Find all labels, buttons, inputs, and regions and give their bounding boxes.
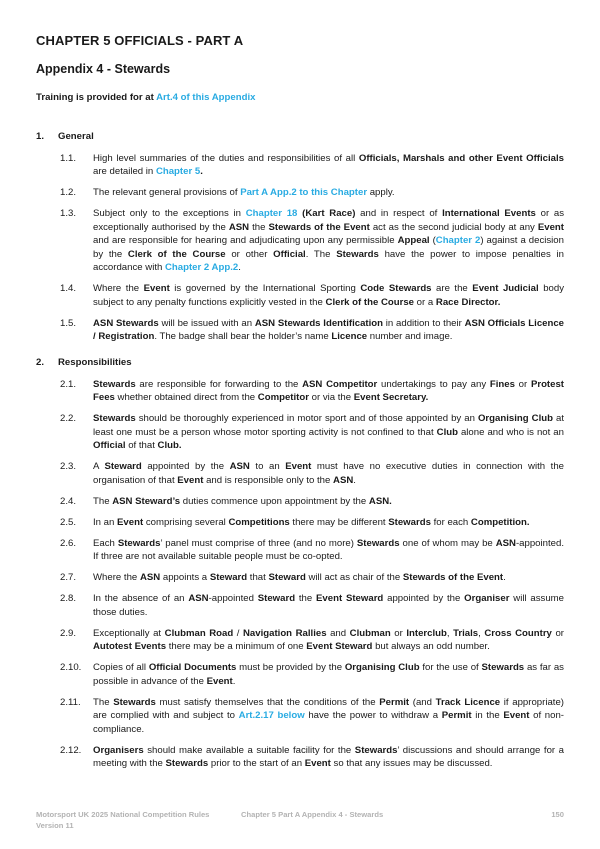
text-run: that bbox=[247, 572, 269, 583]
rule-number: 2.3. bbox=[60, 461, 77, 472]
text-run: have the power to impose penalties in accordance with bbox=[93, 248, 564, 273]
defined-term: ASN Stewards Identification bbox=[254, 317, 383, 329]
rule-text bbox=[93, 696, 564, 737]
defined-term: Official Documents bbox=[148, 662, 237, 673]
defined-term: Stewards bbox=[165, 758, 209, 769]
defined-term: Clubman bbox=[349, 627, 391, 639]
text-run: -appointed bbox=[208, 593, 258, 604]
rule-number: 2.12. bbox=[60, 744, 82, 756]
training-note bbox=[36, 92, 255, 103]
text-run: one of whom may be bbox=[399, 537, 496, 549]
defined-term: Steward bbox=[268, 572, 306, 583]
defined-term: Clubman Road bbox=[164, 627, 234, 639]
text-run: number and image. bbox=[367, 331, 453, 342]
defined-term: Stewards bbox=[354, 744, 398, 756]
text-run: ’ panel must comprise of three (and no more) bbox=[160, 537, 357, 549]
text-run: are responsible for forwarding to the bbox=[135, 378, 303, 390]
defined-term: Event bbox=[117, 516, 144, 528]
text-run: must be provided by the bbox=[236, 662, 345, 673]
text-run: have the power to withdraw a bbox=[304, 710, 442, 721]
text-run: . bbox=[353, 474, 356, 486]
defined-term: Officials, Marshals and other Event Officials bbox=[358, 152, 564, 164]
section-number: 1. bbox=[36, 131, 45, 142]
text-run: there may be different bbox=[289, 516, 389, 528]
defined-term: Race Director. bbox=[435, 296, 501, 308]
text-run: is governed by the International Sporting bbox=[169, 283, 361, 294]
text-run: . bbox=[238, 262, 241, 273]
defined-term: Trials bbox=[453, 627, 479, 639]
text-run: if appropriate) are complied with and subject to bbox=[93, 696, 564, 721]
defined-term: Steward bbox=[257, 593, 296, 604]
defined-term: Club bbox=[436, 426, 458, 438]
defined-term: Appeal bbox=[397, 235, 430, 246]
text-run: are detailed in bbox=[93, 166, 156, 177]
rule-item bbox=[60, 537, 564, 564]
defined-term: Organising Club bbox=[477, 413, 553, 424]
text-run: or other bbox=[225, 248, 274, 260]
rule-text bbox=[93, 207, 564, 275]
rule-number: 2.7. bbox=[60, 572, 77, 583]
text-run: for each bbox=[430, 516, 471, 528]
rule-number: 1.4. bbox=[60, 283, 77, 294]
defined-term: ASN Officials Licence / Registration bbox=[93, 317, 565, 342]
text-run: will assume those duties. bbox=[93, 593, 564, 618]
defined-term: Event Judicial bbox=[472, 283, 539, 294]
text-run: as far as possible in advance of the bbox=[93, 662, 564, 687]
text-run: of non-compliance. bbox=[93, 710, 564, 735]
defined-term: Stewards bbox=[93, 413, 136, 424]
rule-item bbox=[60, 661, 564, 688]
text-run: must satisfy themselves that the conditions of the bbox=[155, 696, 380, 708]
defined-term: Competitor bbox=[257, 392, 309, 403]
rule-number: 1.2. bbox=[60, 187, 77, 198]
rule-number: 1.5. bbox=[60, 317, 77, 329]
text-run: ( bbox=[429, 235, 436, 246]
rule-text bbox=[93, 378, 564, 405]
text-run: alone and who is not an bbox=[457, 426, 564, 438]
defined-term: Steward bbox=[209, 572, 248, 583]
rule-number: 2.6. bbox=[60, 537, 77, 549]
rule-text bbox=[93, 282, 564, 309]
rule-text bbox=[93, 412, 564, 453]
defined-term: Event bbox=[537, 221, 564, 233]
text-run: appointed by the bbox=[141, 461, 230, 472]
defined-term: ASN Stewards bbox=[93, 317, 159, 329]
text-run: . bbox=[232, 675, 236, 687]
document-body bbox=[36, 130, 564, 778]
text-run: or via the bbox=[308, 392, 354, 403]
defined-term: ASN bbox=[139, 572, 161, 583]
text-run: act as the second judicial body at any bbox=[369, 221, 538, 233]
rule-text bbox=[93, 460, 564, 487]
text-run: , bbox=[446, 627, 454, 639]
cross-reference-link[interactable]: Art.2.17 below bbox=[238, 710, 305, 721]
section-heading bbox=[36, 356, 564, 370]
text-run: appoints a bbox=[160, 572, 210, 583]
defined-term: Permit bbox=[441, 710, 472, 721]
defined-term: Event Steward bbox=[306, 641, 373, 652]
footer-chapter: Chapter 5 Part A Appendix 4 - Stewards bbox=[241, 810, 384, 819]
defined-term: Event bbox=[285, 461, 312, 472]
rule-number: 2.10. bbox=[60, 662, 82, 673]
defined-term: ASN Steward’s bbox=[112, 495, 181, 507]
defined-term: Organising Club bbox=[344, 662, 420, 673]
rule-number: 1.3. bbox=[60, 208, 77, 219]
text-run: Copies of all bbox=[93, 662, 149, 673]
rule-item bbox=[60, 571, 564, 585]
rule-number: 1.1. bbox=[60, 152, 77, 164]
rule-item bbox=[60, 495, 564, 509]
defined-term: Protest Fees bbox=[93, 378, 564, 403]
defined-term: ASN bbox=[228, 221, 250, 233]
rule-number: 2.11. bbox=[60, 696, 81, 708]
defined-term: Event Steward bbox=[316, 593, 384, 604]
defined-term: Autotest Events bbox=[93, 641, 167, 652]
rule-text bbox=[93, 537, 564, 564]
rule-text bbox=[93, 152, 564, 179]
rule-item bbox=[60, 186, 564, 200]
text-run: or bbox=[551, 627, 564, 639]
defined-term: Event bbox=[143, 283, 170, 294]
defined-term: Cross Country bbox=[484, 627, 552, 639]
defined-term: ASN bbox=[229, 461, 250, 472]
rule-item bbox=[60, 696, 564, 737]
text-run: are the bbox=[431, 283, 473, 294]
defined-term: Stewards bbox=[117, 537, 161, 549]
text-run: undertakings to pay any bbox=[377, 378, 490, 390]
text-run: but always an odd number. bbox=[372, 641, 490, 652]
cross-reference-link[interactable]: Chapter 2 bbox=[435, 235, 481, 246]
section-number: 2. bbox=[36, 357, 45, 368]
cross-reference-link[interactable]: Chapter 5 bbox=[155, 166, 201, 177]
text-run: and is responsible only to the bbox=[203, 474, 334, 486]
defined-term: Clerk of the Course bbox=[127, 248, 226, 260]
chapter-title: CHAPTER 5 OFFICIALS - PART A bbox=[36, 33, 244, 48]
text-run: so that any issues may be discussed. bbox=[330, 758, 493, 769]
footer-left bbox=[36, 810, 209, 831]
section-heading bbox=[36, 130, 564, 144]
text-run: The bbox=[93, 495, 113, 507]
defined-term: (Kart Race) bbox=[297, 208, 356, 219]
defined-term: ASN bbox=[495, 537, 516, 549]
text-run: of that bbox=[125, 440, 158, 451]
training-note-text: Training is provided for at bbox=[36, 92, 157, 103]
defined-term: Steward bbox=[104, 461, 142, 472]
text-run: The bbox=[93, 696, 114, 708]
text-run: and are responsible for hearing and adjudicating upon any permissible bbox=[93, 235, 398, 246]
defined-term: Competitions bbox=[228, 516, 290, 528]
section-title: General bbox=[58, 131, 94, 142]
rule-item bbox=[60, 627, 564, 654]
defined-term: Stewards of the Event bbox=[402, 572, 504, 583]
defined-term: Stewards bbox=[481, 662, 525, 673]
defined-term: Stewards of the Event bbox=[268, 221, 370, 233]
defined-term: Event bbox=[177, 474, 204, 486]
text-run: to an bbox=[249, 461, 286, 472]
defined-term: Competition. bbox=[470, 516, 530, 528]
text-run: , bbox=[478, 627, 485, 639]
text-run: A bbox=[93, 461, 105, 472]
defined-term: Stewards bbox=[356, 537, 400, 549]
rule-number: 2.5. bbox=[60, 516, 77, 528]
text-run: in the bbox=[471, 710, 504, 721]
text-run: Where the bbox=[93, 283, 144, 294]
rule-text bbox=[93, 661, 564, 688]
text-run: In the absence of an bbox=[93, 593, 189, 604]
defined-term: Interclub bbox=[406, 627, 447, 639]
rule-text bbox=[93, 571, 564, 585]
rule-text bbox=[93, 317, 564, 344]
text-run: The relevant general provisions of bbox=[93, 187, 241, 198]
defined-term: Stewards bbox=[388, 516, 431, 528]
defined-term: ASN Competitor bbox=[302, 378, 378, 390]
text-run: Exceptionally at bbox=[93, 627, 165, 639]
rule-number: 2.9. bbox=[60, 627, 77, 639]
text-run: Each bbox=[93, 537, 118, 549]
cross-reference-link[interactable]: Part A App.2 to this Chapter bbox=[240, 187, 368, 198]
text-run: Where the bbox=[93, 572, 140, 583]
rule-item bbox=[60, 412, 564, 453]
text-run: or as exceptionally authorised by the bbox=[93, 208, 565, 233]
rule-text bbox=[93, 592, 564, 619]
text-run: and in respect of bbox=[355, 208, 443, 219]
text-run: comprising several bbox=[143, 516, 229, 528]
defined-term: Stewards bbox=[93, 378, 136, 390]
defined-term: Licence bbox=[331, 331, 368, 342]
text-run: will be issued with an bbox=[158, 317, 255, 329]
text-run: appointed by the bbox=[383, 593, 465, 604]
defined-term: Official bbox=[273, 248, 306, 260]
text-run: High level summaries of the duties and responsibilities of all bbox=[93, 152, 359, 164]
text-run: for the use of bbox=[419, 662, 482, 673]
defined-term: International Events bbox=[442, 208, 536, 219]
text-run: ) against a decision by the bbox=[93, 235, 564, 260]
defined-term: ASN bbox=[188, 593, 209, 604]
text-run: ’ discussions and should arrange for a meeting with the bbox=[93, 744, 564, 769]
rule-text bbox=[93, 744, 564, 771]
text-run: . The bbox=[305, 248, 337, 260]
rule-text bbox=[93, 186, 564, 200]
rule-item bbox=[60, 516, 564, 530]
text-run: -appointed. If three are not available suitable people must be co-opted. bbox=[93, 537, 564, 562]
rule-text bbox=[93, 495, 564, 509]
text-run: . bbox=[503, 572, 506, 583]
defined-term: Club. bbox=[157, 440, 182, 451]
defined-term: Stewards bbox=[336, 248, 379, 260]
text-run: body subject to any penalty functions explicitly vested in the bbox=[93, 283, 564, 308]
cross-reference-link[interactable]: Chapter 2 App.2 bbox=[165, 262, 239, 273]
rule-text bbox=[93, 516, 564, 530]
text-run: (and bbox=[409, 696, 436, 708]
defined-term: Track Licence bbox=[435, 696, 501, 708]
defined-term: Stewards bbox=[113, 696, 156, 708]
defined-term: Fines bbox=[489, 378, 515, 390]
page-number: 150 bbox=[551, 810, 564, 819]
text-run: at least one must be a person whose motor sporting activity is not confined to that bbox=[93, 413, 565, 438]
defined-term: Organiser bbox=[464, 593, 510, 604]
text-run: Subject only to the exceptions in bbox=[93, 208, 246, 219]
text-run: prior to the start of an bbox=[208, 758, 305, 769]
rule-item bbox=[60, 317, 564, 344]
text-run: must have no executive duties in connection with the organisation of that bbox=[93, 461, 565, 486]
rule-number: 2.2. bbox=[60, 413, 77, 424]
footer-version: Version 11 bbox=[36, 820, 74, 830]
rule-item bbox=[60, 152, 564, 179]
text-run: in addition to their bbox=[383, 317, 465, 329]
defined-term: Navigation Rallies bbox=[243, 627, 327, 639]
defined-term: Event bbox=[304, 758, 331, 769]
text-run: will act as chair of the bbox=[305, 572, 403, 583]
text-run: In an bbox=[93, 516, 118, 528]
defined-term: Event Secretary. bbox=[353, 392, 429, 403]
rule-number: 2.1. bbox=[60, 378, 77, 390]
training-link[interactable]: Art.4 of this Appendix bbox=[156, 92, 256, 103]
rule-text bbox=[93, 627, 564, 654]
text-run: or a bbox=[414, 296, 436, 308]
rule-item bbox=[60, 282, 564, 309]
rule-item bbox=[60, 744, 564, 771]
defined-term: Code Stewards bbox=[360, 283, 432, 294]
defined-term: ASN bbox=[333, 474, 354, 486]
defined-term: Event bbox=[503, 710, 530, 721]
text-run: the bbox=[295, 593, 317, 604]
defined-term: Official bbox=[93, 440, 126, 451]
rule-item bbox=[60, 378, 564, 405]
text-run: duties commence upon appointment by the bbox=[180, 495, 369, 507]
defined-term: Clerk of the Course bbox=[325, 296, 415, 308]
text-run: / bbox=[233, 627, 243, 639]
text-run: should make available a suitable facility for the bbox=[143, 744, 355, 756]
rule-item bbox=[60, 592, 564, 619]
defined-term: Permit bbox=[379, 696, 410, 708]
rule-number: 2.8. bbox=[60, 593, 77, 604]
text-run: whether obtained direct from the bbox=[114, 392, 258, 403]
rule-item bbox=[60, 460, 564, 487]
rule-number: 2.4. bbox=[60, 495, 77, 507]
defined-term: ASN. bbox=[368, 495, 392, 507]
text-run: there may be a minimum of one bbox=[166, 641, 307, 652]
defined-term: . bbox=[200, 166, 203, 177]
cross-reference-link[interactable]: Chapter 18 bbox=[245, 208, 298, 219]
section-title: Responsibilities bbox=[58, 357, 132, 368]
text-run: the bbox=[249, 221, 269, 233]
text-run: or bbox=[390, 627, 407, 639]
footer-rules-title: Motorsport UK 2025 National Competition Rules bbox=[36, 810, 210, 819]
text-run: . The badge shall bear the holder’s name bbox=[154, 331, 332, 342]
text-run: and bbox=[326, 627, 350, 639]
text-run: should be thoroughly experienced in motor sport and of those appointed by an bbox=[135, 413, 478, 424]
text-run: or bbox=[514, 378, 531, 390]
defined-term: Event bbox=[206, 675, 233, 687]
defined-term: Organisers bbox=[93, 744, 144, 756]
rule-item bbox=[60, 207, 564, 275]
text-run: apply. bbox=[367, 187, 395, 198]
appendix-title: Appendix 4 - Stewards bbox=[36, 62, 171, 76]
